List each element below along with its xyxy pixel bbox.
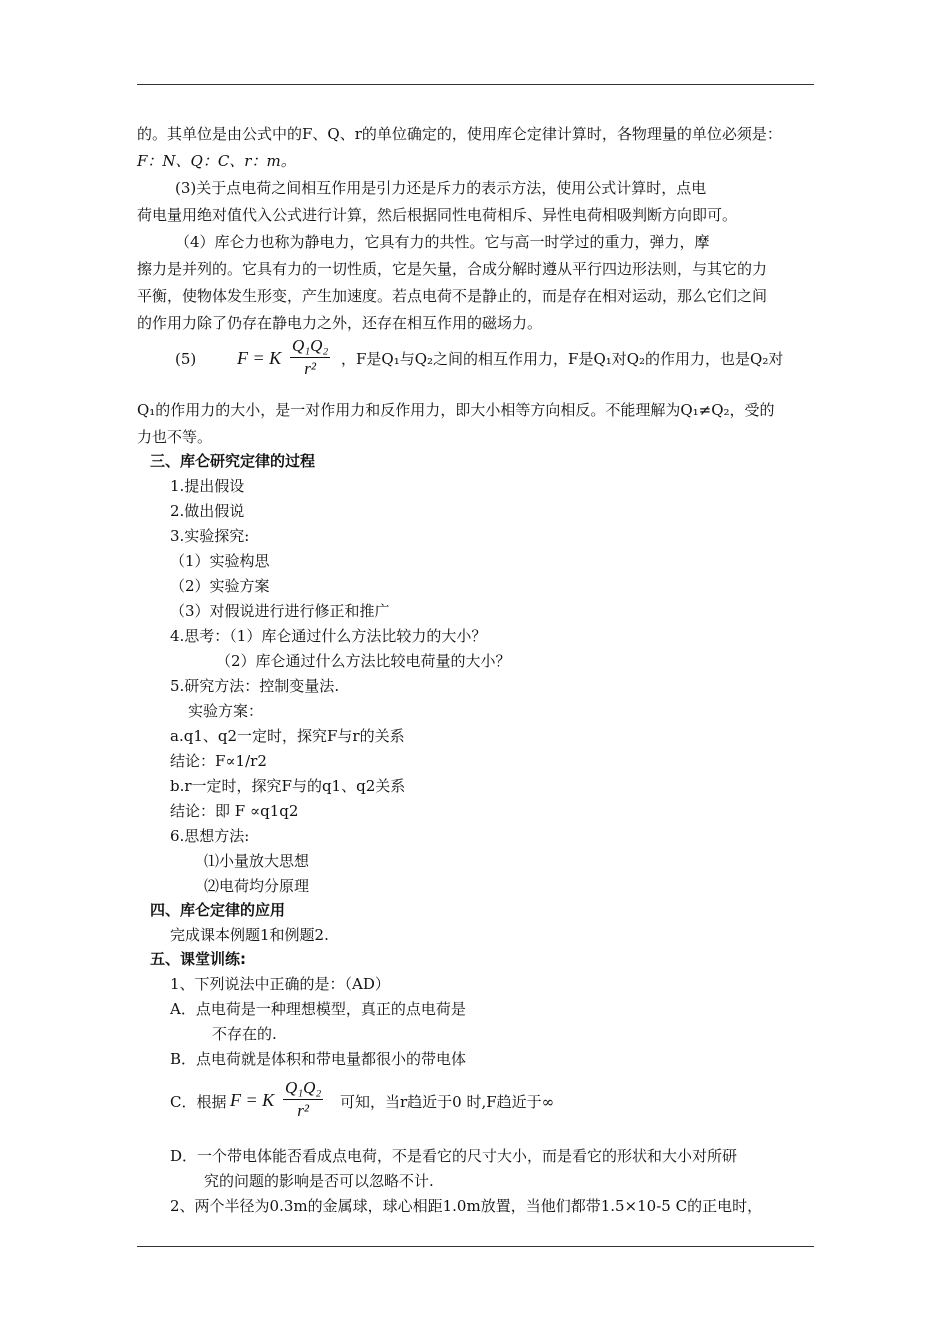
option-c-prefix: C．根据 bbox=[170, 1093, 227, 1111]
list-item: b.r一定时，探究F与的q1、q2关系 bbox=[170, 777, 406, 795]
list-item: ⑵电荷均分原理 bbox=[204, 877, 310, 895]
list-item: 5.研究方法：控制变量法. bbox=[170, 677, 340, 695]
option-a-cont: 不存在的. bbox=[212, 1025, 277, 1043]
text-line: 完成课本例题1和例题2. bbox=[170, 926, 329, 944]
section-heading: 五、课堂训练: bbox=[150, 950, 246, 968]
list-item: 4.思考：（1）库仑通过什么方法比较力的大小？ bbox=[170, 627, 487, 645]
list-item: 6.思想方法: bbox=[170, 827, 250, 845]
text-line: （4）库仑力也称为静电力，它具有力的共性。它与高一时学过的重力，弹力，摩 bbox=[175, 233, 710, 251]
formula-explanation: ，F是Q₁与Q₂之间的相互作用力，F是Q₁对Q₂的作用力，也是Q₂对 bbox=[341, 350, 784, 368]
list-item: 结论：F∝1/r2 bbox=[170, 752, 267, 770]
list-item: 实验方案： bbox=[188, 702, 264, 720]
text-line: (3)关于点电荷之间相互作用是引力还是斥力的表示方法，使用公式计算时，点电 bbox=[175, 179, 707, 197]
header-rule bbox=[137, 84, 814, 85]
formula-lhs: F = K bbox=[237, 348, 282, 368]
list-item: a.q1、q2一定时，探究F与r的关系 bbox=[170, 727, 405, 745]
list-item: 2.做出假说 bbox=[170, 502, 245, 520]
formula-lhs: F = K bbox=[230, 1090, 275, 1110]
section-heading: 四、库仑定律的应用 bbox=[150, 901, 286, 919]
coulomb-formula bbox=[237, 336, 334, 380]
list-item: （2）库仑通过什么方法比较电荷量的大小？ bbox=[216, 652, 511, 670]
text-line: 荷电量用绝对值代入公式进行计算，然后根据同性电荷相斥、异性电荷相吸判断方向即可。 bbox=[137, 206, 738, 224]
formula-denominator: r² bbox=[297, 1101, 309, 1120]
list-item: 1.提出假设 bbox=[170, 477, 245, 495]
text-line: 的作用力除了仍存在静电力之外，还存在相互作用的磁场力。 bbox=[137, 314, 543, 332]
formula-numerator: Q₁Q₂ bbox=[283, 1078, 323, 1100]
option-a: A．点电荷是一种理想模型，真正的点电荷是 bbox=[170, 1000, 466, 1018]
option-d-cont: 究的问题的影响是否可以忽略不计. bbox=[204, 1172, 434, 1190]
list-item: 结论：即 F ∝q1q2 bbox=[170, 802, 299, 820]
option-b: B．点电荷就是体积和带电量都很小的带电体 bbox=[170, 1050, 467, 1068]
text-line: Q₁的作用力的大小，是一对作用力和反作用力，即大小相等方向相反。不能理解为Q₁≠Q₂，受的 bbox=[137, 401, 775, 419]
text-line: 力也不等。 bbox=[137, 428, 213, 446]
formula-fraction bbox=[283, 1078, 323, 1122]
text-line: 的。其单位是由公式中的F、Q、r的单位确定的，使用库仑定律计算时，各物理量的单位必须是： bbox=[137, 125, 782, 143]
option-c-suffix: 可知，当r趋近于0 时,F趋近于∞ bbox=[340, 1093, 555, 1111]
text-line: 平衡，使物体发生形变，产生加速度。若点电荷不是静止的，而是存在相对运动，那么它们之间 bbox=[137, 287, 768, 305]
formula-denominator: r² bbox=[304, 359, 316, 378]
text-line: F：N、Q：C、r：m。 bbox=[137, 152, 296, 170]
option-d: D．一个带电体能否看成点电荷，不是看它的尺寸大小，而是看它的形状和大小对所研 bbox=[170, 1147, 738, 1165]
formula-numerator: Q₁Q₂ bbox=[290, 336, 330, 358]
footer-rule bbox=[137, 1246, 814, 1247]
formula-fraction bbox=[290, 336, 330, 380]
list-item: （1）实验构思 bbox=[170, 552, 270, 570]
list-item: 3.实验探究: bbox=[170, 527, 250, 545]
list-item: （2）实验方案 bbox=[170, 577, 270, 595]
text-line: 擦力是并列的。它具有力的一切性质，它是矢量，合成分解时遵从平行四边形法则，与其它的力 bbox=[137, 260, 768, 278]
list-item: （3）对假说进行进行修正和推广 bbox=[170, 602, 390, 620]
section-heading: 三、库仑研究定律的过程 bbox=[150, 452, 316, 470]
coulomb-formula bbox=[230, 1078, 327, 1122]
item-number: (5) bbox=[175, 350, 197, 368]
question: 2、两个半径为0.3m的金属球，球心相距1.0m放置，当他们都带1.5×10-5 C的正电时， bbox=[170, 1197, 763, 1215]
question: 1、下列说法中正确的是：（AD） bbox=[170, 975, 390, 993]
list-item: ⑴小量放大思想 bbox=[204, 852, 310, 870]
